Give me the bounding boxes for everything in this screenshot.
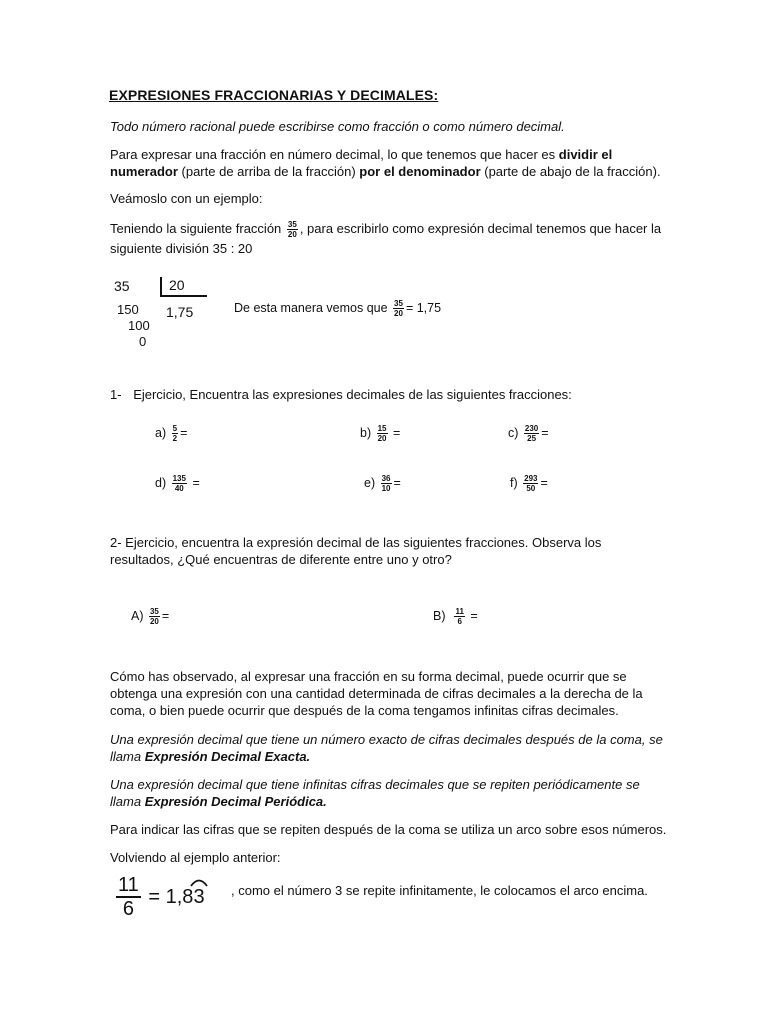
exercise-item (433, 607, 478, 626)
equals: = (180, 425, 188, 440)
decimal-value: = 1,8 (148, 885, 194, 908)
denominator: 20 (394, 309, 403, 318)
text: = 1,75 (405, 300, 442, 315)
fraction (287, 220, 298, 239)
paragraph-dividing (110, 146, 668, 180)
definition-exact (110, 731, 668, 765)
dividend: 35 (114, 278, 130, 294)
periodic-example (116, 874, 205, 920)
periodic-explanation: , como el número 3 se repite infinitamente, le colocamos el arco encima. (231, 883, 648, 898)
denominator: 6 (122, 898, 134, 920)
fraction (381, 474, 392, 493)
paragraph-observation: Cómo has observado, al expresar una fracción en su forma decimal, puede ocurrir que se obtenga una expresión con una cantidad determinada de cifras decimales a la derecha de la coma, o bien puede ocurrir que después de la coma tengamos infinitas cifras decimales. (110, 669, 643, 718)
exercise-item (510, 474, 548, 493)
denominator: 6 (457, 617, 462, 626)
equals: = (161, 608, 170, 623)
denominator: 20 (149, 617, 159, 626)
equals: = (540, 475, 548, 490)
quotient: 1,75 (166, 304, 194, 320)
example-line (110, 219, 668, 259)
numerator: 35 (394, 299, 403, 308)
exercise-1-heading (110, 387, 572, 402)
numerator: 35 (149, 607, 159, 616)
equals: = (393, 475, 401, 490)
numerator: 11 (118, 874, 139, 896)
denominator: 25 (527, 434, 537, 443)
text: Una expresión decimal que tiene un número exacto de cifras decimales después de la coma, se llama (110, 732, 663, 764)
page-title: EXPRESIONES FRACCIONARIAS Y DECIMALES: (109, 87, 439, 103)
exercise-item (360, 424, 400, 443)
fraction (116, 874, 141, 920)
intro-text: Todo número racional puede escribirse como fracción o como número decimal. (110, 119, 565, 134)
item-letter: d) (155, 475, 167, 490)
text: Una expresión decimal que tiene infinitas cifras decimales que se repiten periódicamente se llama (110, 777, 640, 809)
fraction (172, 424, 178, 443)
division-step: 150 (117, 302, 139, 317)
text: De esta manera vemos que (234, 300, 388, 315)
paragraph-back: Volviendo al ejemplo anterior: (110, 850, 281, 865)
definition-periodic (110, 776, 668, 810)
numerator: 36 (381, 474, 391, 483)
exercise-number: 1- (110, 387, 122, 402)
repeat-digit: 3 (193, 885, 205, 908)
exercise-item (364, 474, 401, 493)
paragraph-arc: Para indicar las cifras que se repiten después de la coma se utiliza un arco sobre esos números. (110, 822, 667, 837)
exercise-item (155, 424, 187, 443)
item-letter: A) (131, 608, 144, 623)
exercise-item (508, 424, 549, 443)
numerator: 293 (524, 474, 538, 483)
period-arc-icon (190, 877, 208, 887)
exercise-text: Ejercicio, Encuentra las expresiones decimales de las siguientes fracciones: (133, 387, 572, 402)
item-letter: B) (433, 608, 446, 623)
fraction (524, 424, 539, 443)
fraction (454, 607, 464, 626)
denominator: 50 (526, 484, 536, 493)
numerator: 35 (287, 220, 297, 230)
division-step: 100 (128, 318, 150, 333)
fraction (377, 424, 388, 443)
repeating-digit (193, 886, 204, 909)
equals: = (541, 425, 549, 440)
text: , para escribirlo como expresión decimal tenemos que hacer la siguiente división 35 : 20 (110, 221, 662, 257)
example-intro: Veámoslo con un ejemplo: (110, 191, 263, 206)
exercise-item (131, 607, 169, 626)
text: Para expresar una fracción en número decimal, lo que tenemos que hacer es (110, 147, 559, 162)
text: Teniendo la siguiente fracción (110, 221, 282, 236)
bold-text: por el denominador (359, 164, 481, 179)
equals: = (393, 425, 401, 440)
numerator: 11 (455, 607, 464, 616)
division-bar-vertical (160, 277, 162, 296)
denominator: 20 (377, 434, 387, 443)
denominator: 10 (381, 484, 391, 493)
numerator: 230 (524, 424, 539, 433)
numerator: 5 (172, 424, 178, 433)
division-bar-horizontal (160, 295, 207, 297)
defined-term: Expresión Decimal Periódica. (144, 794, 327, 809)
equals: = (470, 608, 478, 623)
numerator: 15 (377, 424, 387, 433)
fraction (149, 607, 160, 626)
numerator: 135 (172, 474, 186, 483)
equals: = (192, 475, 200, 490)
exercise-2-heading: 2- Ejercicio, encuentra la expresión decimal de las siguientes fracciones. Observa los resultados, ¿Qué encuentras de diferente entre uno y otro? (110, 535, 602, 567)
denominator: 20 (287, 230, 297, 240)
denominator: 40 (174, 484, 184, 493)
item-letter: f) (510, 475, 518, 490)
divisor: 20 (169, 277, 185, 293)
item-letter: c) (508, 425, 519, 440)
fraction (523, 474, 538, 493)
text: (parte de abajo de la fracción). (480, 164, 661, 179)
fraction (393, 299, 404, 318)
item-letter: e) (364, 475, 376, 490)
denominator: 2 (172, 434, 178, 443)
exercise-item (155, 474, 200, 493)
defined-term: Expresión Decimal Exacta. (144, 749, 311, 764)
division-result (234, 299, 441, 318)
item-letter: a) (155, 425, 167, 440)
item-letter: b) (360, 425, 372, 440)
text: (parte de arriba de la fracción) (177, 164, 360, 179)
fraction (172, 474, 187, 493)
remainder: 0 (139, 334, 147, 349)
bold-text: dividir el numerador (110, 147, 613, 179)
